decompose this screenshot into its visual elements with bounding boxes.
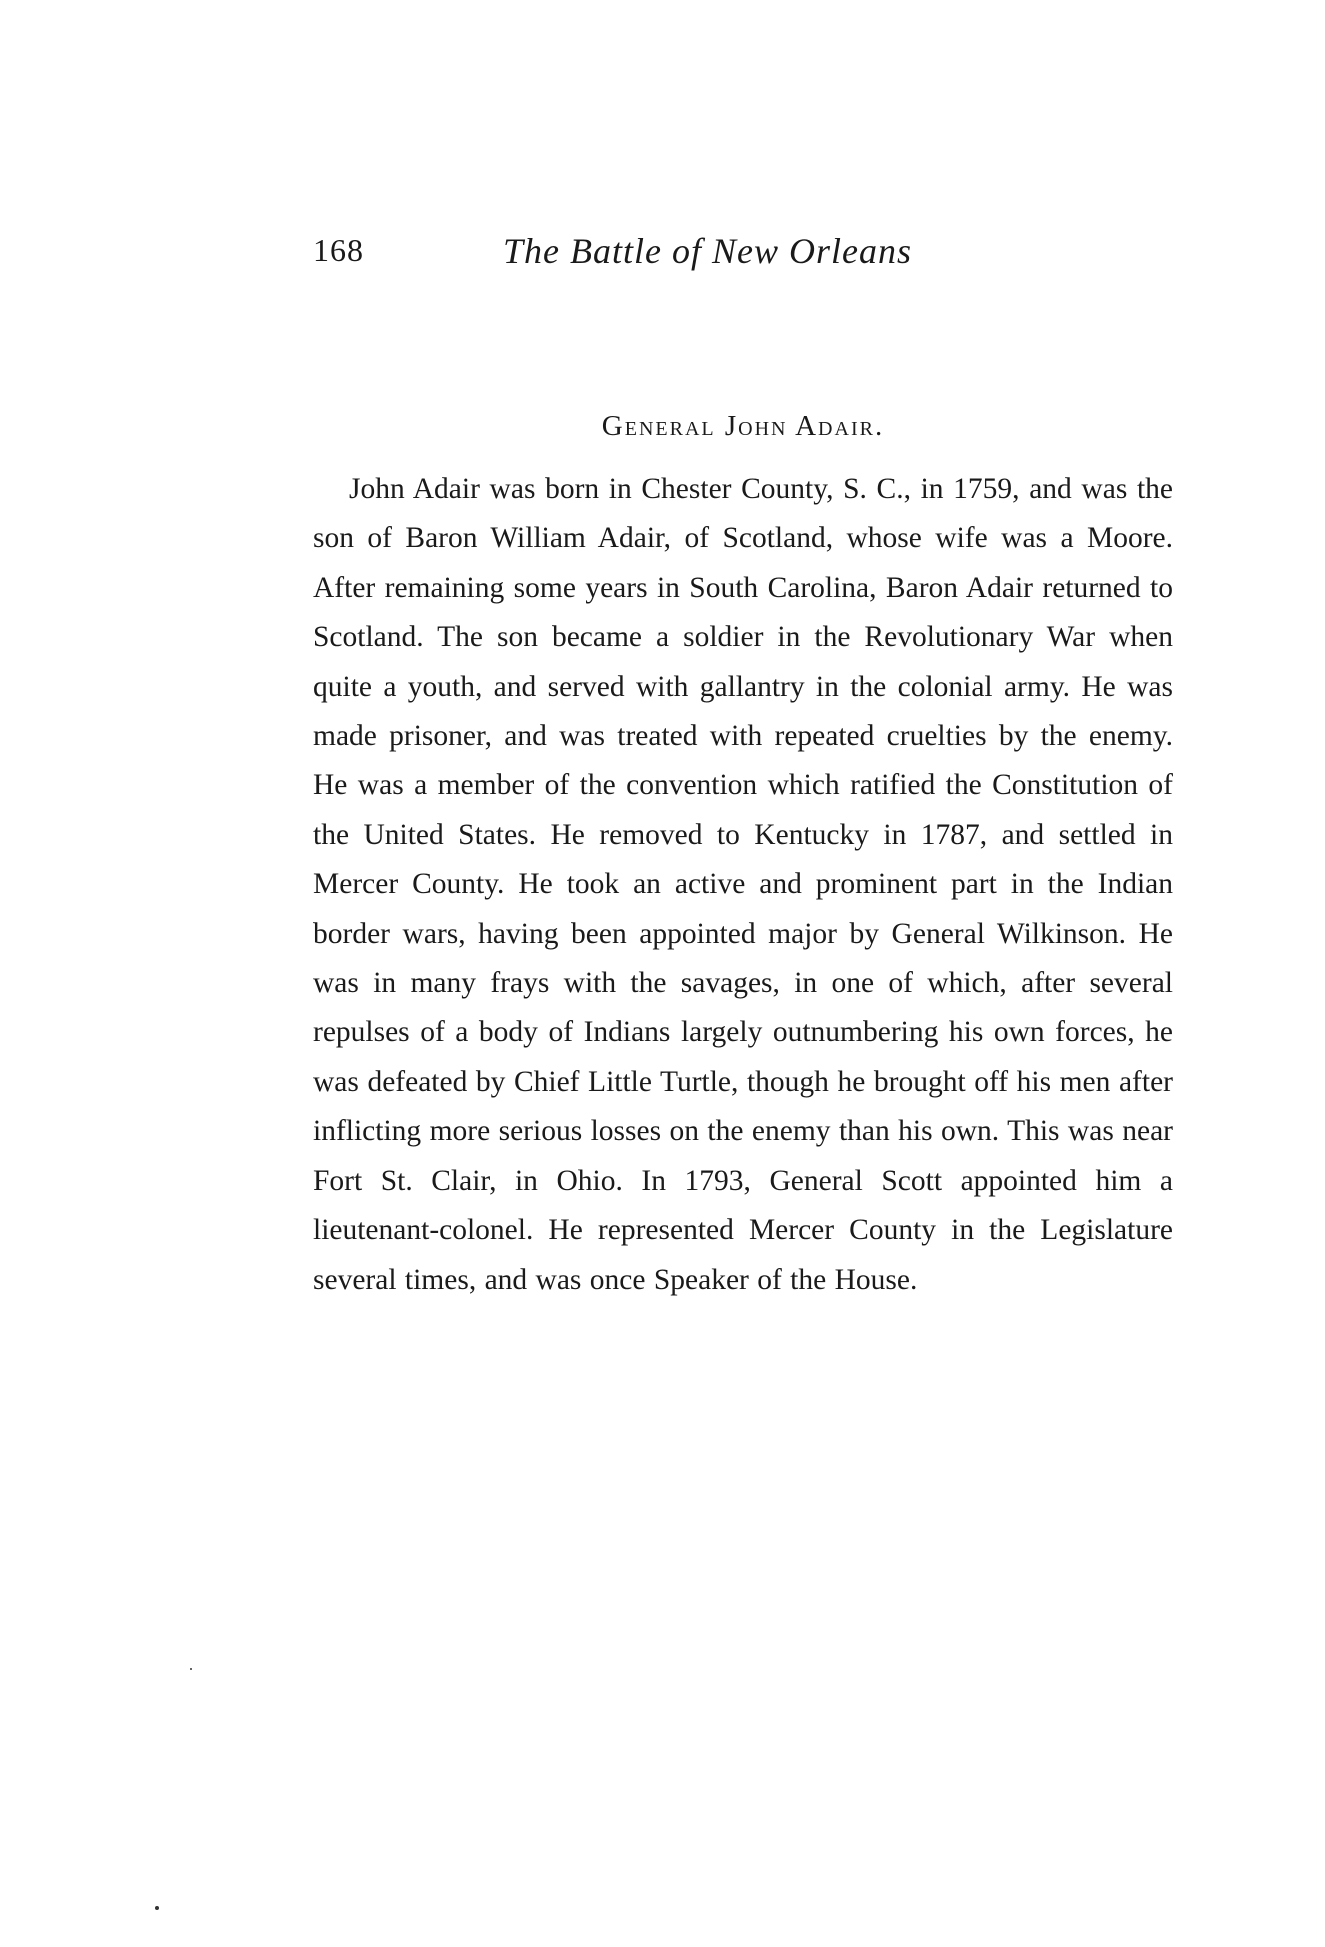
print-speck bbox=[190, 1668, 192, 1670]
chapter-heading: General John Adair. bbox=[601, 410, 885, 442]
page-number: 168 bbox=[313, 232, 364, 268]
page-header bbox=[313, 232, 1173, 282]
body-paragraph: John Adair was born in Chester County, S. C., in 1759, and was the son of Baron William Adair, of Scotland, whose wife was a Moore. After remaining some years in South Carolina, Baron Adair returned to Scotland. The son became a soldier in the Revolutionary War when quite a youth, and served with gallantry in the colonial army. He was made prisoner, and was treated with repeated cruelties by the enemy. He was a member of the convention which ratified the Constitution of the United States. He removed to Kentucky in 1787, and settled in Mercer County. He took an active and prominent part in the Indian border wars, having been appointed major by General Wilkinson. He was in many frays with the savages, in one of which, after several repulses of a body of Indians largely outnumbering his own forces, he was defeated by Chief Little Turtle, though he brought off his men after inflicting more serious losses on the enemy than his own. This was near Fort St. Clair, in Ohio. In 1793, General Scott appointed him a lieutenant-colonel. He represented Mercer County in the Legislature several times, and was once Speaker of the House. bbox=[313, 473, 1173, 1296]
print-speck bbox=[155, 1906, 159, 1910]
running-title: The Battle of New Orleans bbox=[503, 231, 912, 271]
